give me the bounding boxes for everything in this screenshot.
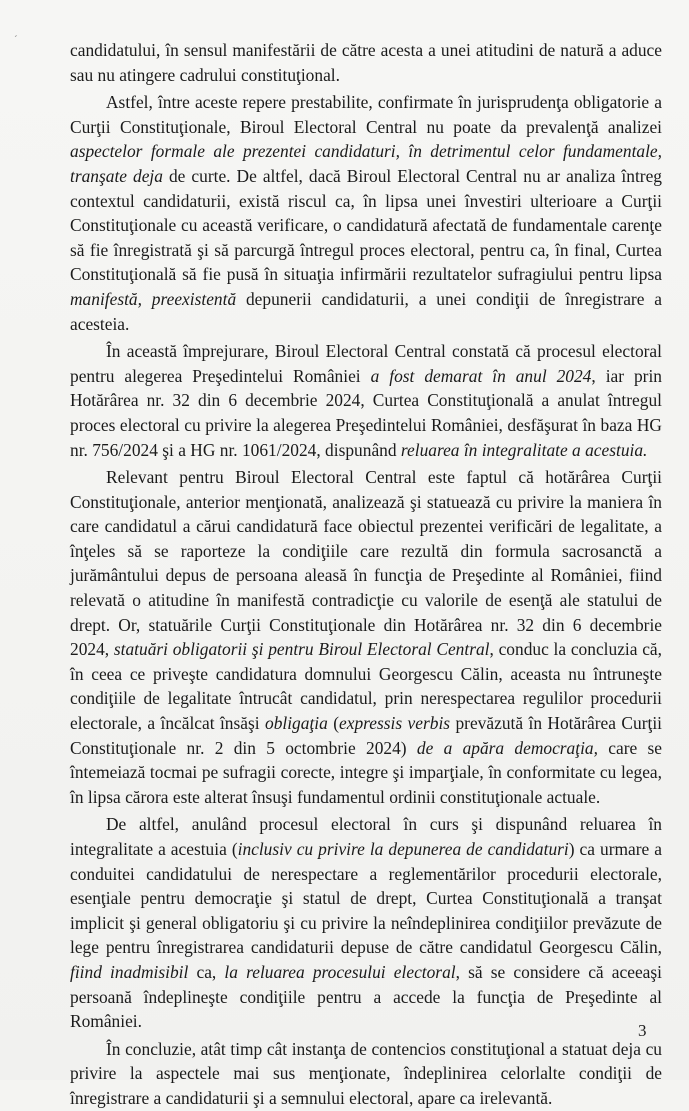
- paragraph-1: [70, 38, 662, 87]
- italic-text: expressis verbis: [339, 713, 451, 734]
- italic-text: obligaţia: [265, 713, 328, 734]
- italic-text: inclusiv cu privire la depunerea de candidaturi: [237, 839, 569, 859]
- text-run: În această împrejurare, Biroul Electoral Central constată că procesul electoral pentru alegerea Preşedintelui României: [70, 341, 662, 386]
- text-run: ca,: [188, 961, 225, 982]
- text-run: , să se considere că aceeaşi persoană îndeplineşte condiţiile pentru a accede la funcţia de Preşedinte al României.: [70, 961, 662, 1032]
- italic-text: de a apăra democraţia,: [416, 737, 598, 758]
- text-run: prevăzută în Hotărârea Curţii Constituţionale nr. 2 din 5 octombrie 2024): [70, 713, 662, 758]
- text-run: De altfel, anulând procesul electoral în curs şi dispunând reluarea în integralitate a acestuia (: [70, 814, 662, 859]
- italic-text: fiind inadmisibil: [70, 961, 189, 982]
- paragraph-6: [70, 1037, 662, 1111]
- text-run: Astfel, între aceste repere prestabilite, confirmate în jurisprudenţa obligatorie a Curţii Constituţionale, Biroul Electoral Central nu poate da prevalenţă analizei: [70, 92, 662, 137]
- paragraph-4: [70, 465, 662, 809]
- text-run: , iar prin Hotărârea nr. 32 din 6 decembrie 2024, Curtea Constituţională a anulat întregul proces electoral cu privire la alegerea Preşedintelui României, desfăşurat în baza HG nr. 756/2024 şi a HG nr. 1061/2024, dispunând: [70, 365, 663, 460]
- document-body: [70, 38, 662, 1111]
- text-run: candidatului, în sensul manifestării de către acesta a unei atitudini de natură a aduce sau nu atingere cadrului constituţional.: [70, 40, 662, 85]
- text-run: de curte. De altfel, dacă Biroul Electoral Central nu ar analiza întreg contextul candidaturii, există riscul ca, în lipsa unei învestiri ulterioare a Curţii Constituţionale cu această verificare, o candidatură afectată de fundamentale carenţe să fie înregistrată şi să parcurgă întregul proces electoral, pentru ca, în final, Curtea Constituţională să fie pusă în situaţia infirmării rezultatelor sufragiului pentru lipsa: [70, 165, 662, 285]
- page-number: 3: [638, 1021, 647, 1040]
- paragraph-2: [70, 90, 662, 336]
- paragraph-3: [70, 339, 662, 462]
- text-run: depunerii candidaturii, a unei condiţii de înregistrare a acesteia.: [70, 288, 662, 334]
- text-run: În concluzie, atât timp cât instanţa de contencios constituţional a statuat deja cu privire la aspectele mai sus menţionate, îndeplinirea celorlalte condiţii de înregistrare a candidaturii şi a semnului electoral, apare ca irelevantă.: [70, 1038, 662, 1108]
- text-run: , conduc la concluzia că, în ceea ce priveşte candidatura domnului Georgescu Călin, aceasta nu întruneşte condiţiile de legalitate întrucât candidatul, prin nerespectarea regulilor procedurii electorale, a încălcat însăşi: [70, 639, 662, 734]
- italic-text: statuări obligatorii şi pentru Biroul Electoral Central: [113, 639, 490, 660]
- paragraph-5: [70, 812, 662, 1033]
- italic-text: la reluarea procesului electoral: [224, 961, 456, 982]
- text-run: ) ca urmare a conduitei candidatului de nerespectare a reglementărilor procedurii electorale, esenţiale pentru democraţie şi statul de drept, Curtea Constituţională a tranşat implicit şi general obligatoriu şi cu privire la neîndeplinirea condiţiilor prevăzute de lege pentru înregistrarea candidaturii depuse de către candidatul Georgescu Călin,: [70, 839, 662, 958]
- italic-text: aspectelor formale ale prezentei candidaturi, în detrimentul celor fundamentale, tranşate deja: [70, 141, 662, 186]
- text-run: (: [327, 713, 340, 734]
- text-run: Relevant pentru Biroul Electoral Central este faptul că hotărârea Curţii Constituţionale, anterior menţionată, analizează şi statuează cu privire la maniera în care candidatul a cărui candidatură face obiectul prezentei verificări de legalitate, a înţeles să se raporteze la condiţiile care rezultă din formula sacrosanctă a jurământului depus de persoana aleasă în funcţia de Preşedinte al României, fiind relevată o atitudine în manifestă contradicţie cu valorile de esenţă ale statului de drept. Or, statuările Curţii Constituţionale din Hotărârea nr. 32 din 6 decembrie 2024,: [70, 467, 662, 660]
- italic-text: reluarea în integralitate a acestuia.: [400, 439, 648, 460]
- text-run: care se întemeiază tocmai pe sufragii corecte, integre şi imparţiale, în conformitate cu legea, în lipsa cărora este alterat însuşi fundamentul ordinii constituţionale actuale.: [70, 737, 662, 807]
- italic-text: manifestă, preexistentă: [70, 288, 237, 309]
- margin-mark: ´: [14, 34, 18, 46]
- italic-text: a fost demarat în anul 2024: [370, 365, 592, 386]
